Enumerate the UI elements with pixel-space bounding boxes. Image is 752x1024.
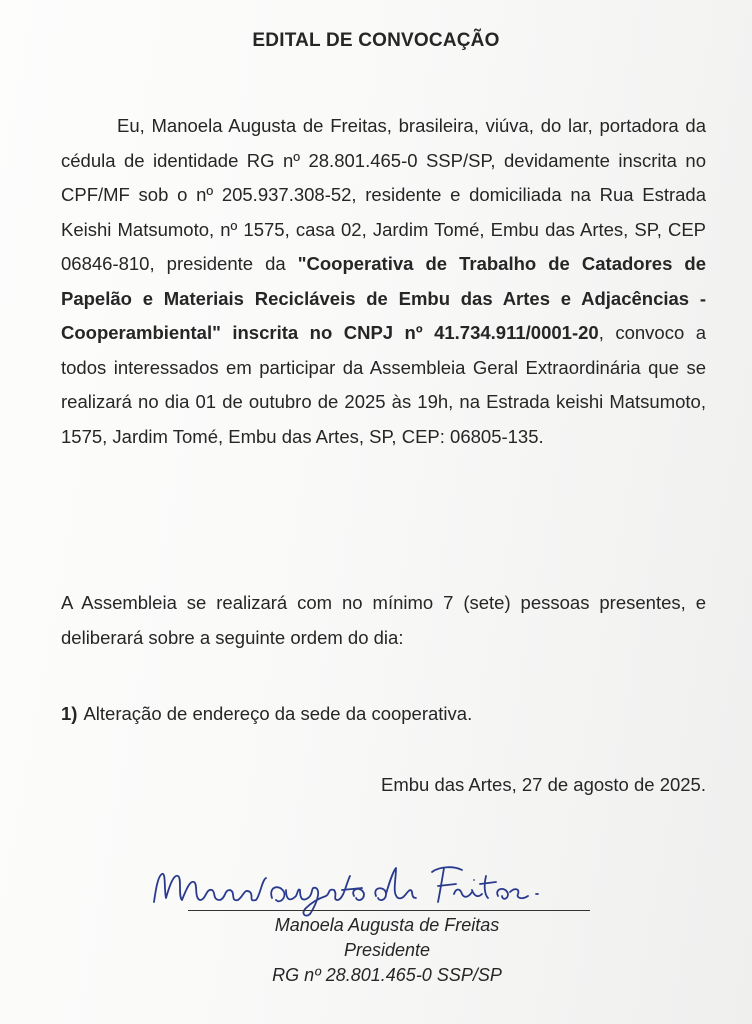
agenda-item-text: Alteração de endereço da sede da cooperativa. <box>83 703 473 724</box>
signer-block <box>192 913 582 988</box>
signer-rg: RG nº 28.801.465-0 SSP/SP <box>272 965 502 985</box>
paragraph-convocation <box>61 109 706 454</box>
paragraph-quorum: A Assembleia se realizará com no mínimo 7 (sete) pessoas presentes, e deliberará sobre a seguinte ordem do dia: <box>61 592 706 648</box>
paragraph-intro: Eu, Manoela Augusta de Freitas, brasileira, viúva, do lar, portadora da cédula de identidade RG nº 28.801.465-0 SSP/SP, devidamente inscrita no CPF/MF sob o nº 205.937.308-52, residente e domiciliada na Rua Estrada Keishi Matsumoto, nº 1575, casa 02, Jardim Tomé, Embu das Artes, SP, CEP 06846-810, presidente da <box>61 115 706 274</box>
signature-stroke-de <box>375 868 416 900</box>
signer-name: Manoela Augusta de Freitas <box>274 915 500 935</box>
signer-role: Presidente <box>343 940 431 960</box>
document-title: EDITAL DE CONVOCAÇÃO <box>252 30 500 51</box>
signature-stroke-m <box>154 874 266 902</box>
paragraph-rest: , convoco a todos interessados em participar da Assembleia Geral Extraordinária que se realizará no dia 01 de outubro de 2025 às 19h, na Estrada keishi Matsumoto, 1575, Jardim Tomé, Embu das Artes, SP, CEP: 06805-135. <box>61 322 706 447</box>
signature-line <box>188 910 590 911</box>
signature-stroke-freitas <box>432 867 538 902</box>
place-date: Embu das Artes, 27 de agosto de 2025. <box>380 774 706 795</box>
agenda-item-number: 1) <box>61 703 78 724</box>
cooperative-name: "Cooperativa de Trabalho de Catadores de Papelão e Materiais Recicláveis de Embu das Artes e Adjacências - Cooperambiental" inscrita no CNPJ nº 41.734.911/0001-20 <box>61 253 706 343</box>
agenda-item <box>61 697 706 732</box>
